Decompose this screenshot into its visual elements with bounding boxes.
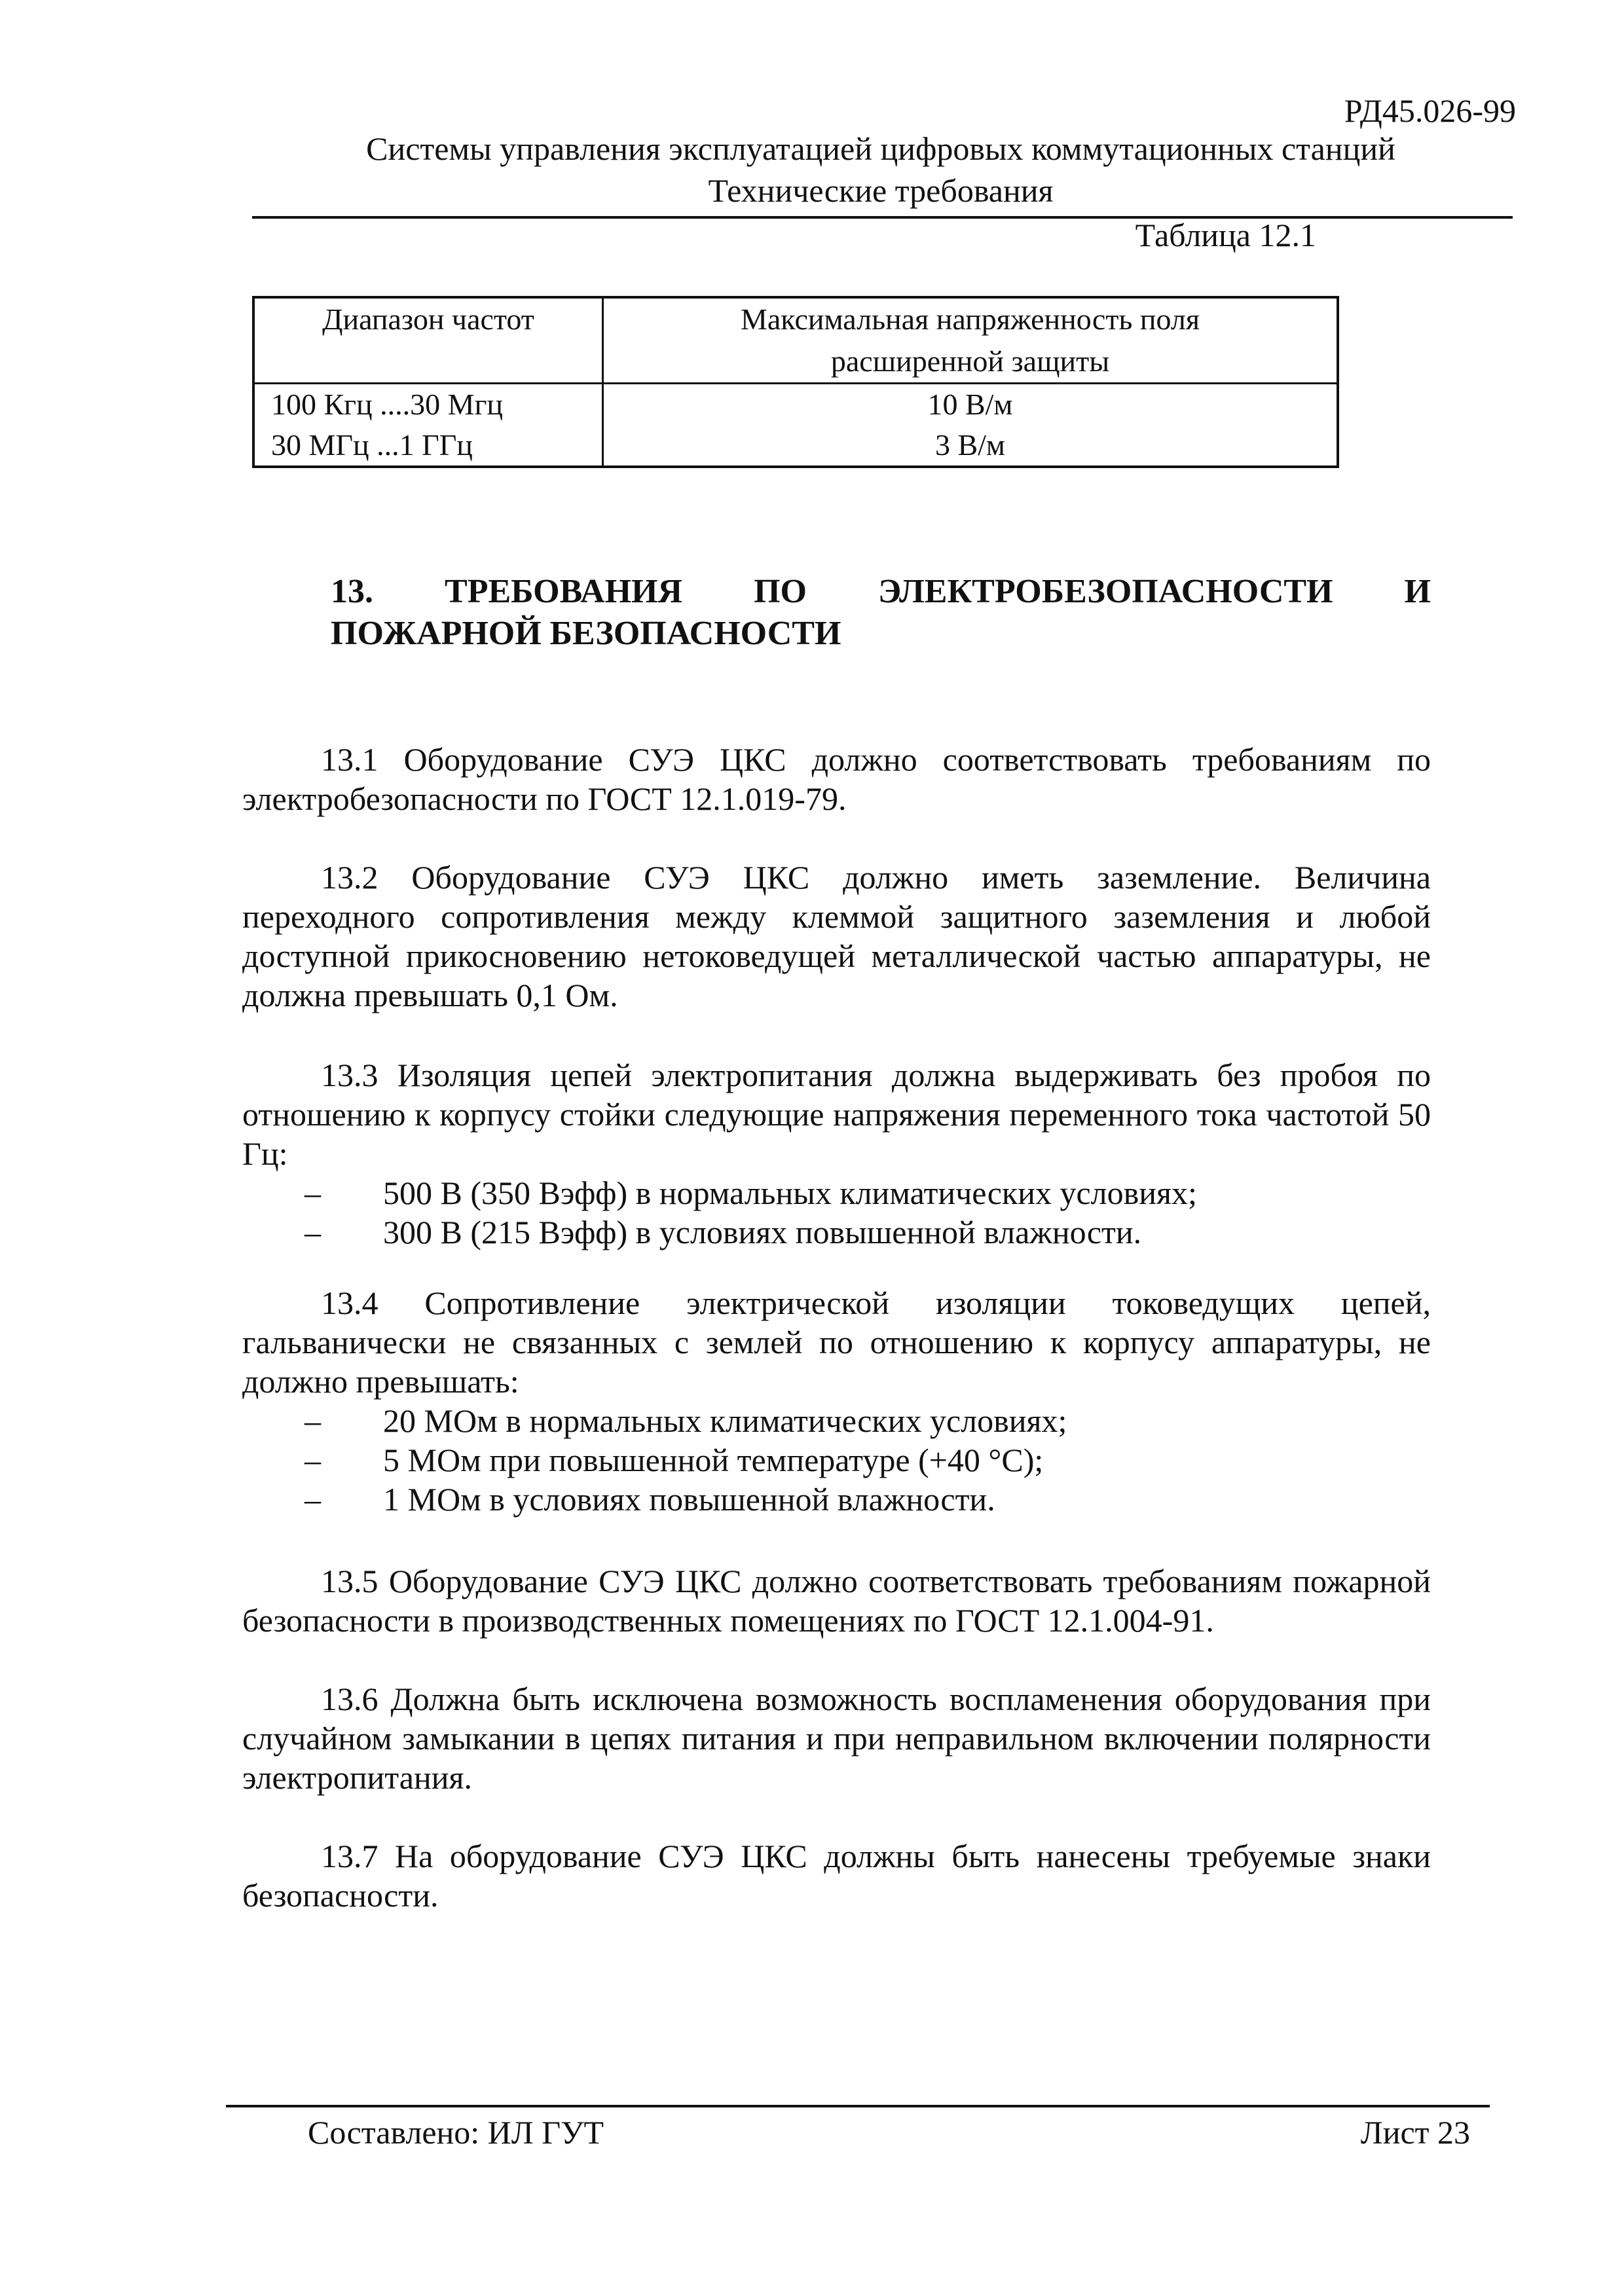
paragraph-text: Сопротивление электрической изоляции токоведущих цепей, гальванически не связанных с землей по отношению к корпусу аппаратуры, не должно превышать: <box>242 1285 1431 1400</box>
value-cell: 10 В/м <box>927 388 1013 421</box>
list-item <box>242 1480 1431 1519</box>
paragraph-number: 13.6 <box>321 1681 378 1717</box>
col-header-line2: расширенной защиты <box>830 344 1110 378</box>
range-cell: 100 Кгц ....30 Мгц <box>271 388 504 421</box>
section-number: 13. <box>331 573 373 610</box>
list-item-text: 20 МОм в нормальных климатических условиях; <box>383 1402 1067 1439</box>
paragraph-text: На оборудование СУЭ ЦКС должны быть нанесены требуемые знаки безопасности. <box>242 1838 1431 1914</box>
paragraph-13-7 <box>242 1836 1431 1915</box>
range-cell: 30 МГц ...1 ГГц <box>271 428 473 462</box>
section-heading <box>331 571 1431 655</box>
section-word: ТРЕБОВАНИЯ <box>445 573 683 610</box>
paragraph-13-2 <box>242 858 1431 1015</box>
section-heading-line1 <box>331 571 1431 613</box>
paragraph-number: 13.3 <box>321 1057 378 1093</box>
paragraph-text: Должна быть исключена возможность воспламенения оборудования при случайном замыкании в цепях питания и при неправильном включении полярности электропитания. <box>242 1681 1431 1796</box>
table-caption: Таблица 12.1 <box>1135 217 1316 253</box>
paragraph-text: Изоляция цепей электропитания должна выдерживать без пробоя по отношению к корпусу стойки следующие напряжения переменного тока частотой 50 Гц: <box>242 1057 1431 1172</box>
paragraph-13-4 <box>242 1283 1431 1519</box>
bullet-dash: – <box>304 1175 321 1211</box>
list-item <box>242 1212 1431 1252</box>
paragraph-13-3 <box>242 1055 1431 1252</box>
footer-sheet-number: Лист 23 <box>1360 2114 1470 2151</box>
bullet-dash: – <box>304 1402 321 1439</box>
paragraph-number: 13.5 <box>321 1563 378 1599</box>
document-number: РД45.026-99 <box>1344 92 1516 129</box>
paragraph-number: 13.4 <box>321 1285 378 1321</box>
paragraph-13-5 <box>242 1561 1431 1640</box>
paragraph-number: 13.1 <box>321 741 378 778</box>
list-item <box>242 1173 1431 1212</box>
header-rule <box>252 216 1513 219</box>
paragraph-13-6 <box>242 1679 1431 1797</box>
col-header-line1: Максимальная напряженность поля <box>740 302 1200 336</box>
list-item <box>242 1440 1431 1480</box>
col-header-field-strength <box>603 297 1338 384</box>
list-item-text: 500 В (350 Вэфф) в нормальных климатических условиях; <box>383 1175 1197 1211</box>
paragraph-text: Оборудование СУЭ ЦКС должно иметь заземление. Величина переходного сопротивления между клеммой защитного заземления и любой доступной прикосновению нетоковедущей металлической частью аппаратуры, не должна превышать 0,1 Ом. <box>242 859 1431 1013</box>
bullet-dash: – <box>304 1442 321 1478</box>
list-item-text: 5 МОм при повышенной температуре (+40 °С); <box>383 1442 1044 1478</box>
header-title-line1: Системы управления эксплуатацией цифровых коммутационных станций <box>366 130 1395 167</box>
table-cells-values <box>603 384 1338 467</box>
section-word: ПО <box>754 573 807 610</box>
table-header-row <box>253 297 1338 384</box>
section-word: ЭЛЕКТРОБЕЗОПАСНОСТИ <box>878 573 1333 610</box>
footer-rule <box>226 2105 1490 2107</box>
section-heading-line2: ПОЖАРНОЙ БЕЗОПАСНОСТИ <box>331 615 841 652</box>
footer-compiled-by: Составлено: ИЛ ГУТ <box>308 2114 604 2151</box>
paragraph-13-1 <box>242 740 1431 818</box>
list-item-text: 1 МОм в условиях повышенной влажности. <box>383 1481 995 1518</box>
paragraph-text: Оборудование СУЭ ЦКС должно соответствовать требованиям пожарной безопасности в производственных помещениях по ГОСТ 12.1.004-91. <box>242 1563 1431 1639</box>
bullet-dash: – <box>304 1481 321 1518</box>
paragraph-number: 13.7 <box>321 1838 378 1874</box>
list-item <box>242 1401 1431 1440</box>
paragraph-text: Оборудование СУЭ ЦКС должно соответствовать требованиям по электробезопасности по ГОСТ 12.1.019-79. <box>242 741 1431 817</box>
paragraph-number: 13.2 <box>321 859 378 896</box>
list-item-text: 300 В (215 Вэфф) в условиях повышенной влажности. <box>383 1214 1142 1250</box>
col-header-frequency-range: Диапазон частот <box>253 297 603 384</box>
header-title-line2: Технические требования <box>708 172 1054 209</box>
table-cells-ranges <box>253 384 603 467</box>
frequency-table <box>252 296 1339 468</box>
bullet-dash: – <box>304 1214 321 1250</box>
value-cell: 3 В/м <box>934 428 1006 462</box>
table-row <box>253 384 1338 467</box>
section-word: И <box>1404 573 1431 610</box>
